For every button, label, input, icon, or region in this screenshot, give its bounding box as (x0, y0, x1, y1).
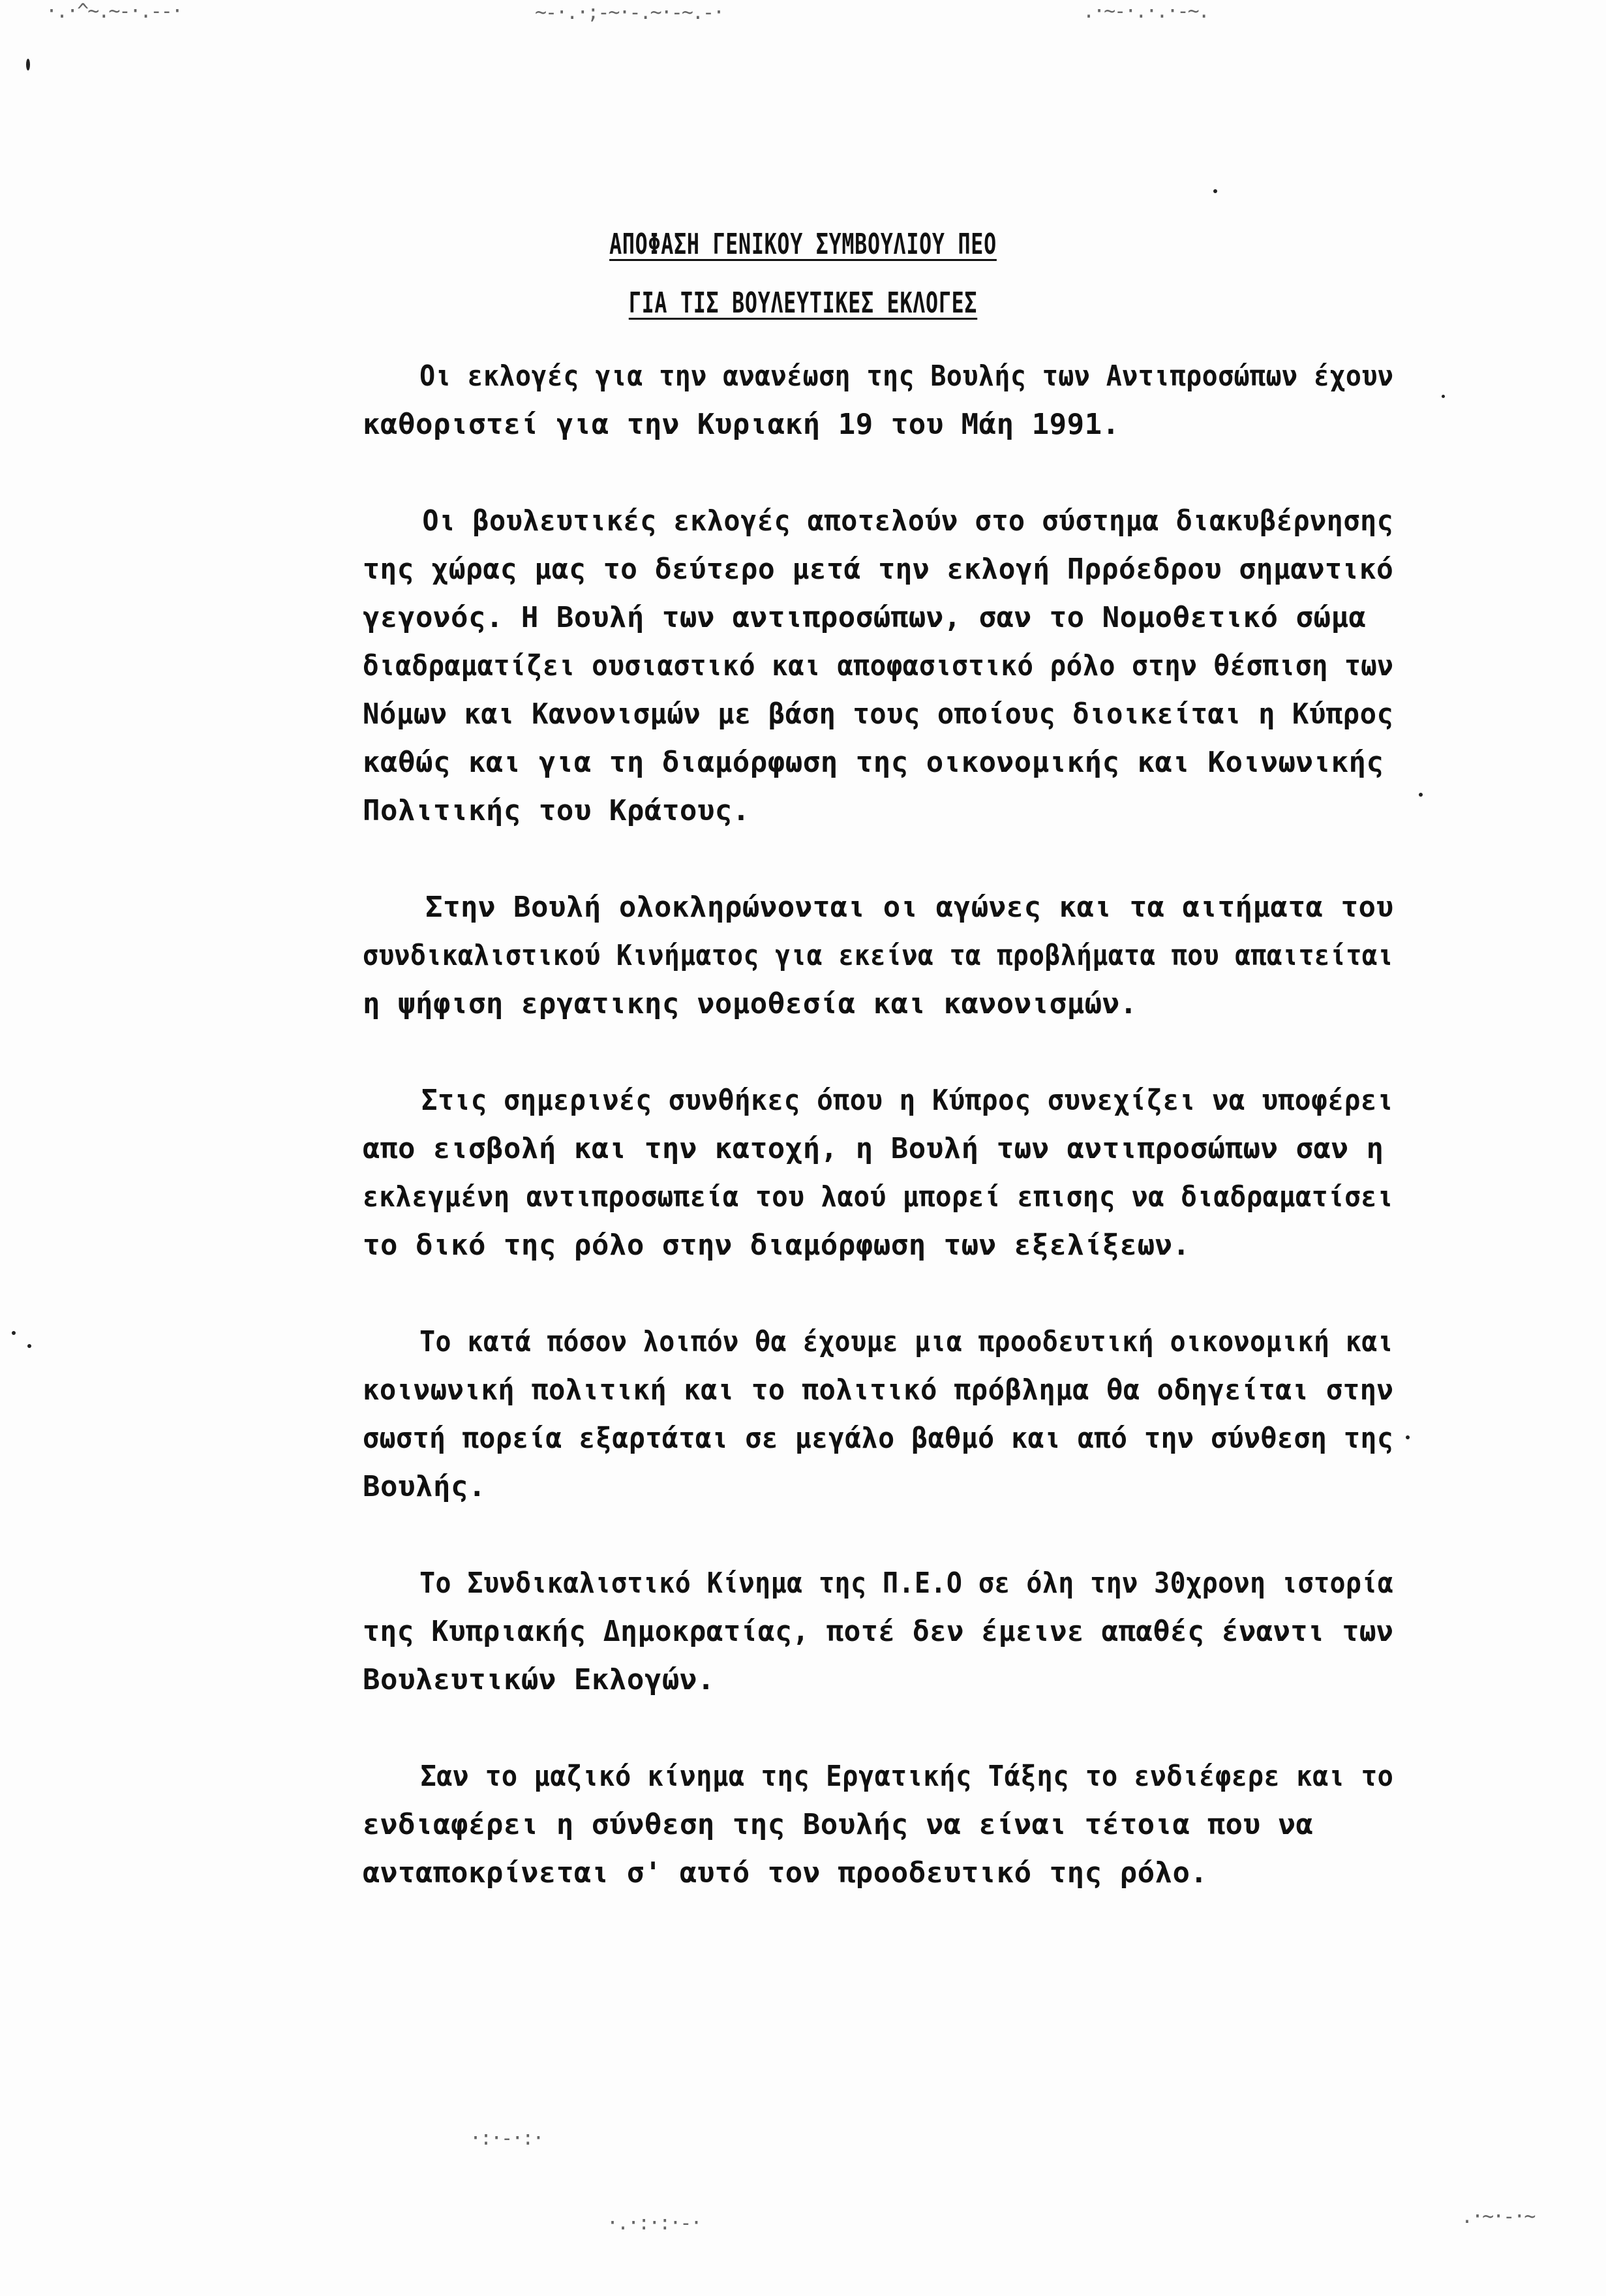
paragraph (363, 1753, 1393, 1897)
paragraph-line: Οι εκλογές για την ανανέωση της Βουλής των Αντιπροσώπων έχουν (419, 360, 1394, 393)
paragraph (363, 1318, 1393, 1511)
paragraph-line: Στις σημερινές συνθήκες όπου η Κύπρος συνεχίζει να υποφέρει (421, 1084, 1394, 1117)
paragraph-line: Σαν το μαζικό κίνημα της Εργατικής Τάξης το ενδιέφερε και το (420, 1760, 1394, 1793)
document-body (363, 352, 1393, 1946)
scan-artifact-top-center: ~-·.·;-~·-.~·-~.-· (535, 1, 724, 24)
title-line-1: ΑΠΟΦΑΣΗ ΓΕΝΙΚΟΥ ΣΥΜΒΟΥΛΙΟΥ ΠΕΟ (609, 228, 997, 261)
paragraph-line: το δικό της ρόλο στην διαμόρφωση των εξελίξεων. (363, 1229, 1190, 1262)
scan-speck (27, 1344, 31, 1348)
paragraph (363, 883, 1393, 1028)
scan-artifact-top-left: ·.·^~.~-·.--· (46, 0, 182, 23)
paragraph-line: Πολιτικής του Κράτους. (363, 794, 750, 827)
scan-artifact-top-right: .·~-·.·.·-~. (1083, 0, 1209, 23)
paragraph (363, 1077, 1393, 1270)
scan-speck (12, 1331, 16, 1335)
paragraph-line: Νόμων και Κανονισμών με βάση τους οποίους διοικείται η Κύπρος (363, 697, 1394, 731)
scan-speck (1419, 793, 1423, 797)
paragraph-line: διαδραματίζει ουσιαστικό και αποφασιστικό ρόλο στην θέσπιση των (363, 649, 1394, 682)
paragraph-line: απο εισβολή και την κατοχή, η Βουλή των αντιπροσώπων σαν η (363, 1132, 1384, 1165)
title-line-2: ΓΙΑ ΤΙΣ ΒΟΥΛΕΥΤΙΚΕΣ ΕΚΛΟΓΕΣ (628, 286, 978, 320)
document-title (0, 215, 1606, 333)
paragraph-line: γεγονός. Η Βουλή των αντιπροσώπων, σαν το Νομοθετικό σώμα (363, 601, 1367, 634)
scan-speck (26, 59, 30, 70)
scan-artifact-bottom-center: ·.·:·:·-· (607, 2212, 701, 2235)
paragraph-line: Στην Βουλή ολοκληρώνονται οι αγώνες και τα αιτήματα του (425, 891, 1394, 924)
scan-speck (1406, 1435, 1410, 1439)
paragraph-line: καθώς και για τη διαμόρφωση της οικονομικής και Κοινωνικής (363, 746, 1384, 779)
paragraph-line: κοινωνική πολιτική και το πολιτικό πρόβλημα θα οδηγείται στην (363, 1373, 1394, 1407)
scan-speck (1213, 189, 1217, 193)
scan-artifact-bottom-left: ·:·-·:· (470, 2127, 543, 2150)
paragraph-line: συνδικαλιστικού Κινήματος για εκείνα τα προβλήματα που απαιτείται (363, 939, 1394, 972)
paragraph-line: Οι βουλευτικές εκλογές αποτελούν στο σύστημα διακυβέρνησης (422, 504, 1394, 538)
paragraph-line: της Κυπριακής Δημοκρατίας, ποτέ δεν έμεινε απαθές έναντι των (363, 1615, 1394, 1648)
paragraph (363, 497, 1393, 835)
paragraph (363, 352, 1393, 449)
paragraph-line: η ψήφιση εργατικης νομοθεσία και κανονισμών. (363, 987, 1138, 1020)
paragraph-line: Το κατά πόσον λοιπόν θα έχουμε μια προοδευτική οικονομική και (419, 1325, 1394, 1358)
scan-artifact-bottom-right: .·~·-·~ (1461, 2205, 1535, 2228)
scan-speck (1442, 395, 1445, 398)
paragraph-line: σωστή πορεία εξαρτάται σε μεγάλο βαθμό και από την σύνθεση της (363, 1422, 1394, 1455)
paragraph-line: καθοριστεί για την Κυριακή 19 του Μάη 1991. (363, 408, 1120, 441)
paragraph-line: ανταποκρίνεται σ' αυτό τον προοδευτικό της ρόλο. (363, 1856, 1208, 1890)
paragraph-line: της χώρας μας το δεύτερο μετά την εκλογή Πρρόεδρου σημαντικό (363, 553, 1394, 586)
paragraph-line: Το Συνδικαλιστικό Κίνημα της Π.Ε.Ο σε όλη την 30χρονη ιστορία (419, 1567, 1394, 1600)
paragraph-line: εκλεγμένη αντιπροσωπεία του λαού μπορεί επισης να διαδραματίσει (363, 1180, 1394, 1214)
paragraph (363, 1559, 1393, 1704)
paragraph-line: Βουλής. (363, 1470, 486, 1503)
paragraph-line: Βουλευτικών Εκλογών. (363, 1663, 715, 1696)
paragraph-line: ενδιαφέρει η σύνθεση της Βουλής να είναι τέτοια που να (363, 1808, 1314, 1841)
